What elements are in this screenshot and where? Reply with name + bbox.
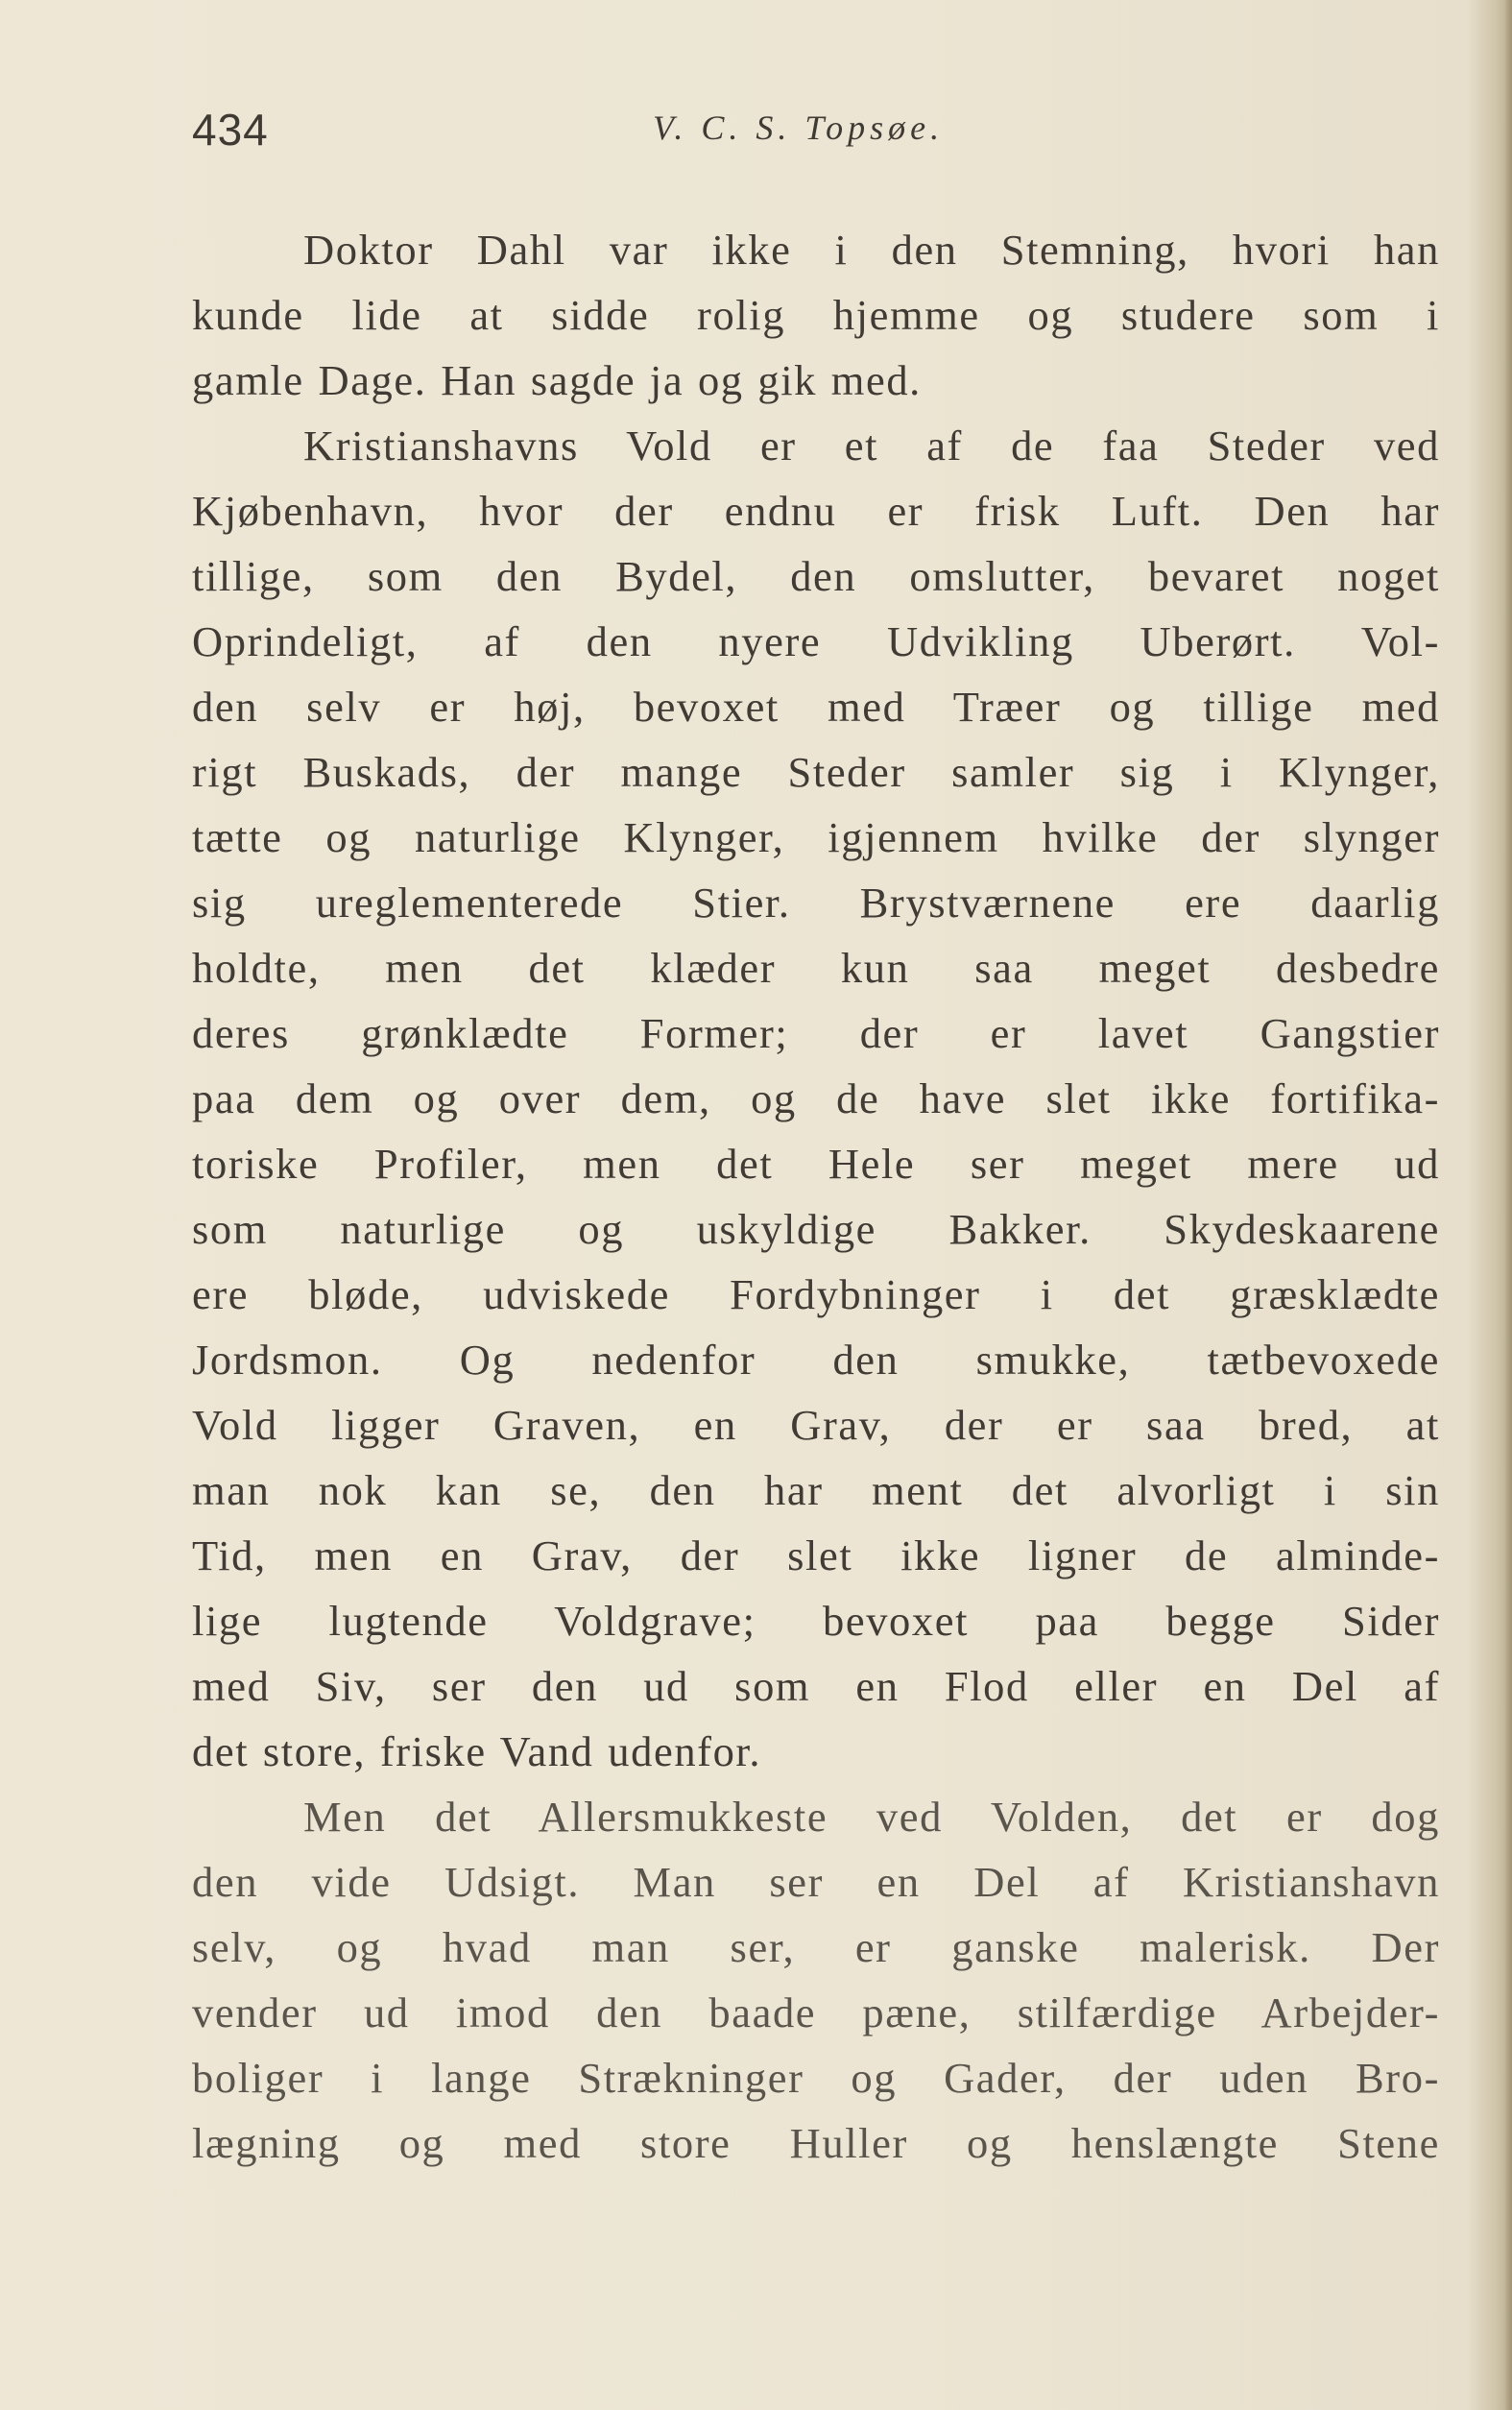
text-line: lige lugtende Voldgrave; bevoxet paa begge Sider [192,1597,1440,1645]
text-line: boliger i lange Strækninger og Gader, der uden Bro- [192,2054,1440,2102]
text-line: det store, friske Vand udenfor. [192,1727,762,1775]
text-line: Vold ligger Graven, en Grav, der er saa bred, at [192,1401,1440,1449]
text-line: den selv er høj, bevoxet med Træer og tillige med [192,683,1440,731]
page-edge-shadow [1504,0,1512,2410]
text-line: gamle Dage. Han sagde ja og gik med. [192,356,922,404]
text-line: rigt Buskads, der mange Steder samler sig i Klynger, [192,748,1440,796]
text-line: holdte, men det klæder kun saa meget desbedre [192,944,1440,992]
text-line: med Siv, ser den ud som en Flod eller en Del af [192,1662,1440,1710]
text-line: som naturlige og uskyldige Bakker. Skydeskaarene [192,1205,1440,1253]
text-line: Men det Allersmukkeste ved Volden, det er dog [303,1793,1440,1841]
text-line: vender ud imod den baade pæne, stilfærdige Arbejder- [192,1988,1440,2036]
text-line: toriske Profiler, men det Hele ser meget mere ud [192,1140,1440,1188]
text-line: Kristianshavns Vold er et af de faa Steder ved [303,422,1440,470]
text-line: kunde lide at sidde rolig hjemme og studere som i [192,291,1440,339]
text-line: Jordsmon. Og nedenfor den smukke, tætbevoxede [192,1336,1440,1384]
running-head: V. C. S. Topsøe. [653,108,945,147]
text-line: selv, og hvad man ser, er ganske malerisk. Der [192,1923,1440,1971]
text-line: Doktor Dahl var ikke i den Stemning, hvori han [303,226,1440,274]
text-line: Oprindeligt, af den nyere Udvikling Uberørt. Vol- [192,617,1440,665]
text-line: lægning og med store Huller og henslængte Stene [192,2119,1440,2167]
text-line: den vide Udsigt. Man ser en Del af Kristianshavn [192,1858,1440,1906]
text-line: man nok kan se, den har ment det alvorligt i sin [192,1466,1440,1514]
text-line: ere bløde, udviskede Fordybninger i det græsklædte [192,1270,1440,1318]
text-line: paa dem og over dem, og de have slet ikke fortifika- [192,1074,1440,1122]
text-line: Kjøbenhavn, hvor der endnu er frisk Luft. Den har [192,487,1440,535]
text-line: deres grønklædte Former; der er lavet Gangstier [192,1009,1440,1057]
text-line: Tid, men en Grav, der slet ikke ligner de alminde- [192,1531,1440,1579]
page-number: 434 [192,105,269,155]
text-line: sig ureglementerede Stier. Brystværnene ere daarlig [192,879,1440,927]
text-line: tætte og naturlige Klynger, igjennem hvilke der slynger [192,813,1440,861]
page-header [192,104,1440,171]
body-text [192,217,1440,2176]
text-line: tillige, som den Bydel, den omslutter, bevaret noget [192,552,1440,600]
